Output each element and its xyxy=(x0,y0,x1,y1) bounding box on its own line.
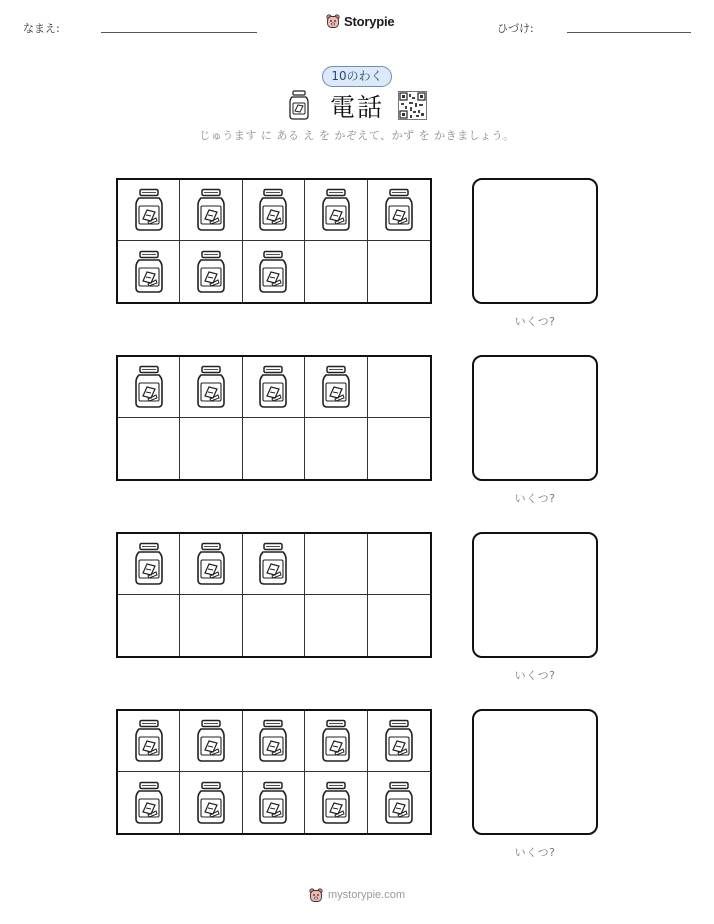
jar-with-phone-icon xyxy=(384,188,414,232)
ten-frame-cell xyxy=(368,241,430,302)
question-label: いくつ? xyxy=(514,315,556,328)
ten-frame-cell xyxy=(180,772,242,833)
answer-box[interactable] xyxy=(472,178,598,304)
jar-with-phone-icon xyxy=(134,719,164,763)
jar-with-phone-icon xyxy=(258,781,288,825)
answer-box[interactable] xyxy=(472,709,598,835)
jar-with-phone-icon xyxy=(258,188,288,232)
jar-with-phone-icon xyxy=(196,719,226,763)
footer-site: mystorypie.com xyxy=(327,889,406,901)
ten-frame xyxy=(116,709,432,835)
ten-frame-cell xyxy=(368,595,430,656)
jar-with-phone-icon xyxy=(321,781,351,825)
jar-with-phone-icon xyxy=(258,365,288,409)
ten-frame-cell xyxy=(243,711,305,772)
ten-frame-cell xyxy=(305,595,367,656)
jar-with-phone-icon xyxy=(134,250,164,294)
jar-with-phone-icon xyxy=(258,250,288,294)
bear-face-icon xyxy=(309,887,323,903)
ten-frame-cell xyxy=(368,711,430,772)
ten-frame-cell xyxy=(368,180,430,241)
ten-frame-cell xyxy=(305,241,367,302)
jar-with-phone-icon xyxy=(134,781,164,825)
jar-with-phone-icon xyxy=(196,250,226,294)
date-line[interactable] xyxy=(567,32,691,33)
ten-frame-cell xyxy=(243,534,305,595)
answer-box[interactable] xyxy=(472,532,598,658)
ten-frame-cell xyxy=(305,772,367,833)
jar-with-phone-icon xyxy=(196,188,226,232)
ten-frame-cell xyxy=(243,357,305,418)
instructions: じゅうます に ある え を かぞえて、かず を かきましょう。 xyxy=(199,129,515,142)
ten-frame-cell xyxy=(118,711,180,772)
jar-with-phone-icon xyxy=(196,781,226,825)
ten-frame-cell xyxy=(118,357,180,418)
jar-with-phone-icon xyxy=(321,719,351,763)
ten-frame-cell xyxy=(368,534,430,595)
ten-frame xyxy=(116,355,432,481)
ten-frame-cell xyxy=(180,180,242,241)
ten-frame-cell xyxy=(118,418,180,479)
jar-with-phone-icon xyxy=(258,542,288,586)
jar-with-phone-icon xyxy=(384,781,414,825)
ten-frame-cell xyxy=(118,772,180,833)
jar-with-phone-icon xyxy=(321,188,351,232)
bear-face-icon xyxy=(326,13,340,29)
ten-frame-cell xyxy=(305,180,367,241)
question-label: いくつ? xyxy=(514,669,556,682)
question-label: いくつ? xyxy=(514,846,556,859)
ten-frame-cell xyxy=(305,534,367,595)
ten-frame-cell xyxy=(180,711,242,772)
ten-frame-badge: 10のわく xyxy=(322,66,392,87)
ten-frame-cell xyxy=(305,418,367,479)
ten-frame-cell xyxy=(118,534,180,595)
name-line[interactable] xyxy=(101,32,257,33)
brand-name: Storypie xyxy=(344,13,395,29)
ten-frame xyxy=(116,178,432,304)
jar-with-phone-icon xyxy=(258,719,288,763)
answer-box[interactable] xyxy=(472,355,598,481)
brand-logo xyxy=(326,13,394,29)
title-jar-icon xyxy=(288,90,310,120)
date-label: ひづけ: xyxy=(497,22,534,35)
ten-frame-cell xyxy=(243,241,305,302)
jar-with-phone-icon xyxy=(196,542,226,586)
question-label: いくつ? xyxy=(514,492,556,505)
ten-frame-cell xyxy=(118,180,180,241)
ten-frame-cell xyxy=(305,357,367,418)
ten-frame-cell xyxy=(368,418,430,479)
ten-frame-cell xyxy=(180,418,242,479)
ten-frame-cell xyxy=(180,595,242,656)
jar-with-phone-icon xyxy=(196,365,226,409)
ten-frame-cell xyxy=(243,595,305,656)
ten-frame-cell xyxy=(368,772,430,833)
jar-with-phone-icon xyxy=(134,365,164,409)
ten-frame xyxy=(116,532,432,658)
ten-frame-cell xyxy=(180,241,242,302)
ten-frame-cell xyxy=(180,534,242,595)
ten-frame-cell xyxy=(243,418,305,479)
ten-frame-cell xyxy=(305,711,367,772)
name-label: なまえ: xyxy=(23,22,60,35)
footer xyxy=(0,887,714,903)
jar-with-phone-icon xyxy=(134,542,164,586)
ten-frame-cell xyxy=(118,595,180,656)
page-title: 電話 xyxy=(330,93,385,122)
jar-with-phone-icon xyxy=(321,365,351,409)
ten-frame-cell xyxy=(243,180,305,241)
jar-with-phone-icon xyxy=(134,188,164,232)
ten-frame-cell xyxy=(243,772,305,833)
ten-frame-cell xyxy=(118,241,180,302)
ten-frame-cell xyxy=(180,357,242,418)
ten-frame-cell xyxy=(368,357,430,418)
qr-code-icon xyxy=(398,91,427,120)
jar-with-phone-icon xyxy=(384,719,414,763)
